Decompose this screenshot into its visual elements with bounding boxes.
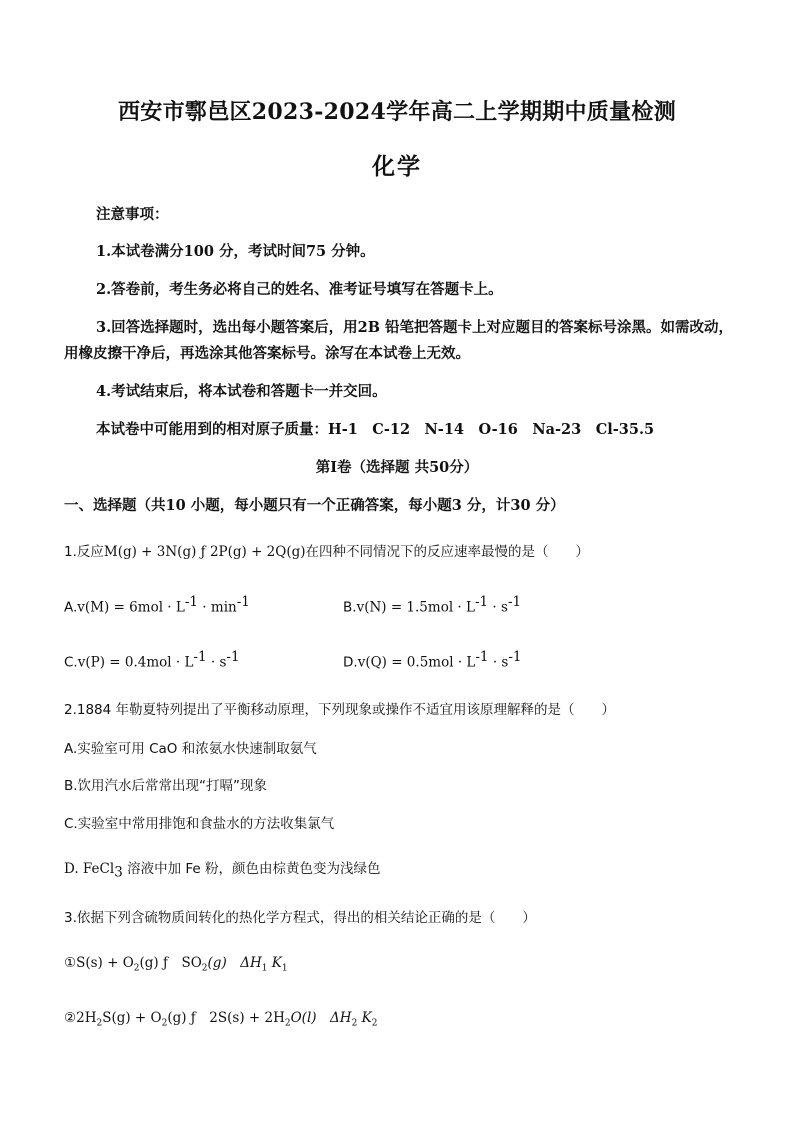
q2-option-d: D. FeCl$_3$ 溶液中加 Fe 粉，颜色由棕黄色变为浅绿色 <box>64 861 381 881</box>
q2-option-a: A.实验室可用 CaO 和浓氨水快速制取氨气 <box>64 741 317 757</box>
notice-item-2: 2.答卷前，考生务必将自己的姓名、准考证号填写在答题卡上。 <box>96 281 503 298</box>
q2-option-b: B.饮用汽水后常常出现“打嗝”现象 <box>64 778 268 794</box>
atomic-masses: 本试卷中可能用到的相对原子质量：H-1 C-12 N-14 O-16 Na-23 Cl-35.5 <box>96 421 655 438</box>
q2-option-c: C.实验室中常用排饱和食盐水的方法收集氯气 <box>64 816 335 832</box>
q1-option-d: $D.v(Q) = 0.5mol \cdot L^{-1} \cdot s^{-1}$ <box>343 649 522 671</box>
q1-prefix: 1.反应 <box>64 544 104 560</box>
question-3-stem: 3.依据下列含硫物质间转化的热化学方程式，得出的相关结论正确的是（ ） <box>64 910 536 926</box>
question-2-stem: 2.1884 年勒夏特列提出了平衡移动原理，下列现象或操作不适宜用该原理解释的是（ ） <box>64 702 616 718</box>
subject-title: 化学 <box>372 153 422 180</box>
q3-equation-2: $②2H_2S(g) + O_2(g)$ ƒ $2S(s) + 2H_2O(l)$ $\Delta H_2$ $K_2$ <box>64 1010 378 1029</box>
q1-option-c: $C.v(P) = 0.4mol \cdot L^{-1} \cdot s^{-1}$ <box>64 649 240 671</box>
notice-heading: 注意事项： <box>96 206 169 223</box>
q1-option-b: $B.v(N) = 1.5mol \cdot L^{-1} \cdot s^{-1}$ <box>343 594 522 616</box>
page-title: 西安市鄠邑区2023-2024学年高二上学期期中质量检测 <box>118 99 676 125</box>
question-1-stem <box>64 540 589 560</box>
notice-item-4: 4.考试结束后，将本试卷和答题卡一并交回。 <box>96 383 387 400</box>
q1-equation: M(g) + 3N(g) ƒ 2P(g) + 2Q(g) <box>103 544 306 560</box>
notice-item-3: 3.回答选择题时，选出每小题答案后，用2B 铅笔把答题卡上对应题目的答案标号涂黑。如需改动，用橡皮擦干净后，再选涂其他答案标号。涂写在本试卷上无效。 <box>64 319 734 362</box>
q1-option-a: $A.v(M) = 6mol \cdot L^{-1} \cdot \min^{-1}$ <box>64 594 250 616</box>
notice-item-1: 1.本试卷满分100 分，考试时间75 分钟。 <box>96 243 375 260</box>
q3-equation-1: ①S(s) + $O_2(g)$ ƒ $SO_2(g)$ $\Delta H_1$ $K_1$ <box>64 955 288 974</box>
volume-title: 第Ⅰ卷（选择题 共50分） <box>315 459 479 476</box>
section-heading: 一、选择题（共10 小题，每小题只有一个正确答案，每小题3 分，计30 分） <box>64 497 565 514</box>
q1-suffix: 在四种不同情况下的反应速率最慢的是（ ） <box>305 544 590 560</box>
